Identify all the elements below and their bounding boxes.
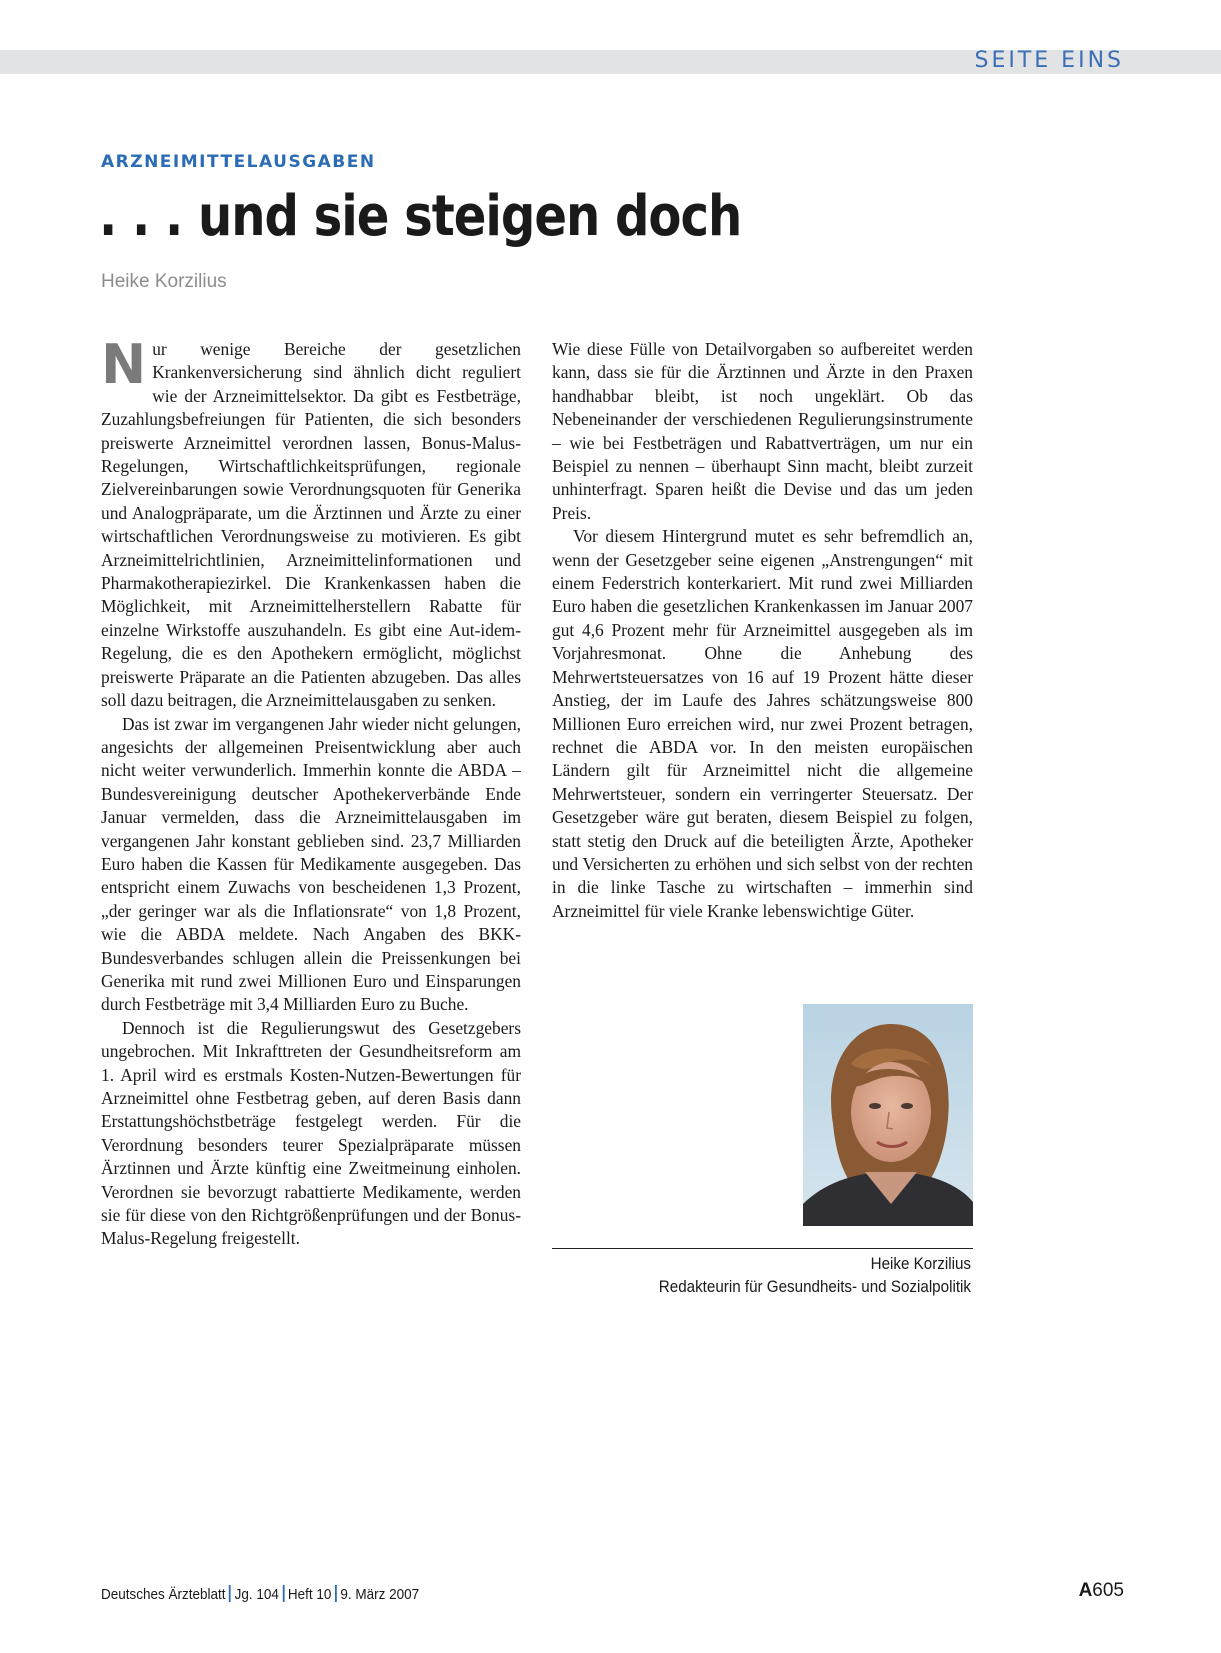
section-label: SEITE EINS bbox=[974, 48, 1124, 73]
article-author: Heike Korzilius bbox=[101, 271, 227, 292]
page-prefix: A bbox=[1078, 1580, 1093, 1601]
caption-role: Redakteurin für Gesundheits- und Sozialpolitik bbox=[658, 1278, 971, 1296]
footer-separator bbox=[335, 1585, 337, 1602]
footer-issue: Heft 10 bbox=[287, 1586, 332, 1603]
page-number bbox=[1079, 1580, 1124, 1602]
paragraph-2: Das ist zwar im vergangenen Jahr wieder nicht gelungen, angesichts der allgemeinen Preisentwicklung aber auch nicht weiter verwunderlich. Immerhin konnte die ABDA – Bundesvereinigung deutscher Apothekerverbände Ende Januar vermelden, dass die Arzneimittelausgaben im vergangenen Jahr konstant geblieben sind. 23,7 Milliarden Euro haben die Kassen für Medikamente ausgegeben. Das entspricht einem Zuwachs von bescheidenen 1,3 Prozent, „der geringer war als die Inflationsrate“ von 1,8 Prozent, wie die ABDA meldete. Nach Angaben des BKK-Bundesverbandes schlugen allein die Preissenkungen bei Generika mit rund zwei Millionen Euro und Einsparungen durch Festbeträge mit 3,4 Milliarden Euro zu Buche. bbox=[101, 713, 521, 1015]
text-column-left bbox=[101, 333, 521, 1251]
portrait-caption bbox=[552, 1253, 971, 1299]
footer-date: 9. März 2007 bbox=[340, 1586, 420, 1603]
portrait-image bbox=[803, 1004, 973, 1226]
footer-separator bbox=[229, 1585, 231, 1602]
article-kicker: ARZNEIMITTELAUSGABEN bbox=[101, 152, 376, 172]
article-title: . . . und sie steigen doch bbox=[99, 184, 742, 249]
author-portrait bbox=[803, 1004, 973, 1226]
caption-name: Heike Korzilius bbox=[870, 1255, 971, 1273]
text-column-right bbox=[552, 338, 973, 923]
footer-info bbox=[101, 1585, 419, 1603]
paragraph-1-text: ur wenige Bereiche der gesetzlichen Krankenversicherung sind ähnlich dicht reguliert wie der Arzneimittelsektor. Da gibt es Festbeträge, Zuzahlungsbefreiungen für Patienten, die sich besonders preiswerte Arzneimittel verordnen lassen, Bonus-Malus-Regelungen, Wirtschaftlichkeitsprüfungen, regionale Zielvereinbarungen sowie Verordnungsquoten für Generika und Analogpräparate, um die Ärztinnen und Ärzte zu einer wirtschaftlichen Verordnungsweise zu motivieren. Es gibt Arzneimittelrichtlinien, Arzneimittelinformationen und Pharmakotherapiezirkel. Die Krankenkassen haben die Möglichkeit, mit Arzneimittelherstellern Rabatte für einzelne Wirkstoffe auszuhandeln. Es gibt eine Aut-idem-Regelung, die es den Apothekern ermöglicht, möglichst preiswerte Präparate an die Patienten abzugeben. Das alles soll dazu beitragen, die Arzneimittelausgaben zu senken. bbox=[101, 339, 521, 711]
drop-cap: N bbox=[101, 333, 147, 396]
paragraph-5: Vor diesem Hintergrund mutet es sehr befremdlich an, wenn der Gesetzgeber seine eigenen „Anstrengungen“ mit einem Federstrich konterkariert. Mit rund zwei Milliarden Euro haben die gesetzlichen Krankenkassen im Januar 2007 gut 4,6 Prozent mehr für Arzneimittel ausgegeben als im Vorjahresmonat. Ohne die Anhebung des Mehrwertsteuersatzes von 16 auf 19 Prozent hätte dieser Anstieg, der im Laufe des Jahres schätzungsweise 800 Millionen Euro erreichen wird, nur zwei Prozent betragen, rechnet die ABDA vor. In den meisten europäischen Ländern gilt für Arzneimittel nicht die allgemeine Mehrwertsteuer, sondern ein verringerter Steuersatz. Der Gesetzgeber wäre gut beraten, diesem Beispiel zu folgen, statt stetig den Druck auf die beteiligten Ärzte, Apotheker und Versicherten zu erhöhen und sich selbst von der rechten in die linke Tasche zu wirtschaften – immerhin sind Arzneimittel für viele Kranke lebenswichtige Güter. bbox=[552, 526, 973, 921]
paragraph-4: Wie diese Fülle von Detailvorgaben so aufbereitet werden kann, dass sie für die Ärztinnen und Ärzte in den Praxen handhabbar bleibt, ist noch ungeklärt. Ob das Nebeneinander der verschiedenen Regulierungsinstrumente – wie bei Festbeträgen und Rabattverträgen, um nur ein Beispiel zu nennen – überhaupt Sinn macht, bleibt zurzeit unhinterfragt. Sparen heißt die Devise und das um jeden Preis. bbox=[552, 339, 973, 523]
paragraph-1 bbox=[101, 333, 521, 713]
footer-volume: Jg. 104 bbox=[234, 1586, 279, 1603]
paragraph-3: Dennoch ist die Regulierungswut des Gesetzgebers ungebrochen. Mit Inkrafttreten der Gesundheitsreform am 1. April wird es erstmals Kosten-Nutzen-Bewertungen für Arzneimittel ohne Festbetrag geben, auf deren Basis dann Erstattungshöchstbeträge festgelegt werden. Für die Verordnung besonders teurer Spezialpräparate müssen Ärztinnen und Ärzte künftig eine Zweitmeinung einholen. Verordnen sie bevorzugt rabattierte Medikamente, werden sie für diese von den Richtgrößenprüfungen und der Bonus-Malus-Regelung freigestellt. bbox=[101, 1017, 521, 1249]
footer-publication: Deutsches Ärzteblatt bbox=[101, 1586, 226, 1603]
page-number-value: 605 bbox=[1092, 1580, 1124, 1601]
caption-divider bbox=[552, 1248, 973, 1249]
footer-separator bbox=[282, 1585, 284, 1602]
